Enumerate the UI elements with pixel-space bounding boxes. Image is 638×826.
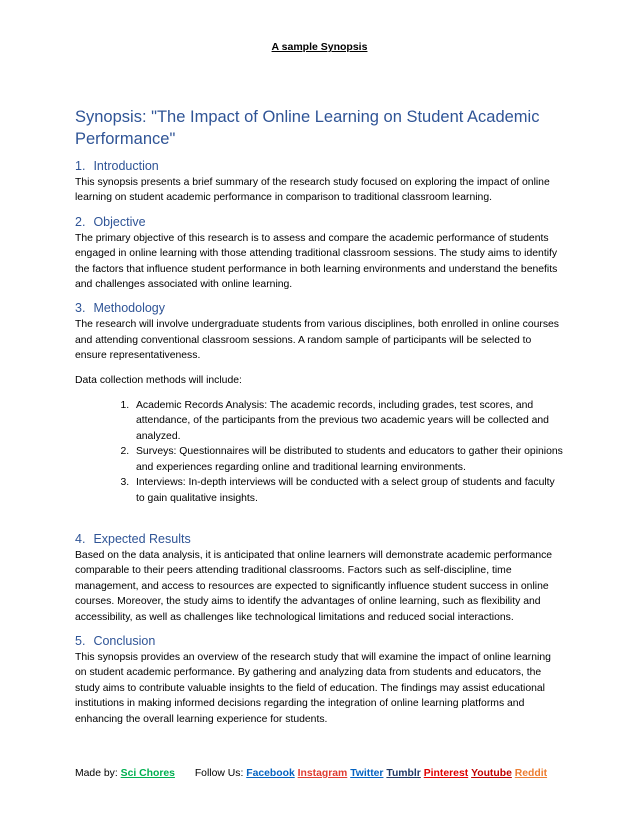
section-title: Expected Results [93, 531, 191, 546]
section-conclusion [75, 633, 564, 727]
section-paragraph: Based on the data analysis, it is anticipated that online learners will demonstrate academic performance comparable to their peers attending traditional classrooms. Factors such as self-discipline, time management, and access to resources are expected to significantly influence student success in online courses. Moreover, the study aims to identify the advantages of online learning, such as flexibility and accessibility, as well as challenges like technological limitations and reduced social interactions. [75, 549, 553, 623]
youtube-link[interactable]: Youtube [471, 768, 512, 779]
section-heading-expected-results [75, 531, 564, 548]
section-title: Objective [93, 214, 146, 229]
section-number: 4. [75, 531, 86, 546]
section-expected-results [75, 531, 564, 625]
tumblr-link[interactable]: Tumblr [386, 768, 421, 779]
section-paragraph: This synopsis provides an overview of the research study that will examine the impact of online learning on student academic performance. By gathering and analyzing data from students and educators, the study aims to contribute valuable insights to the field of education. The findings may assist educational institutions in making informed decisions regarding the integration of online learning platforms and enhancing the overall learning experience for students. [75, 651, 551, 725]
section-heading-conclusion [75, 633, 564, 650]
section-heading-objective [75, 214, 564, 231]
section-number: 3. [75, 301, 86, 316]
page-footer [75, 767, 547, 781]
section-methodology [75, 300, 564, 505]
section-paragraph: The primary objective of this research is to assess and compare the academic performance of students engaged in online learning with those attending traditional classroom sessions. The study aims to identify the factors that influence student performance in both learning environments and understand the benefits and challenges associated with online learning. [75, 232, 558, 291]
facebook-link[interactable]: Facebook [246, 768, 295, 779]
list-item: 1. Academic Records Analysis: The academic records, including grades, test scores, and attendance, of the participants from the previous two academic years will be collected and analyzed. [132, 398, 564, 444]
section-paragraph: The research will involve undergraduate students from various disciplines, both enrolled in online courses and attending conventional classroom sessions. A random sample of participants will be selected to ensure representativeness. [75, 319, 560, 362]
section-number: 1. [75, 159, 86, 173]
data-collection-list [75, 398, 564, 506]
list-item: 3. Interviews: In-depth interviews will be conducted with a select group of students and faculty to gain qualitative insights. [132, 475, 564, 506]
section-number: 5. [75, 633, 86, 648]
follow-us-label: Follow Us: [194, 768, 244, 779]
reddit-link[interactable]: Reddit [514, 768, 548, 779]
page-header: A sample Synopsis [271, 41, 368, 53]
list-item: 2. Surveys: Questionnaires will be distributed to students and educators to gather their opinions and experiences regarding online and traditional learning environments. [132, 444, 564, 475]
document-title: Synopsis: "The Impact of Online Learning on Student Academic Performance" [75, 108, 540, 148]
section-title: Introduction [93, 159, 159, 173]
brand-link[interactable]: Sci Chores [120, 768, 175, 779]
instagram-link[interactable]: Instagram [297, 768, 348, 779]
section-objective [75, 214, 564, 293]
section-paragraph: Data collection methods will include: [75, 374, 242, 386]
pinterest-link[interactable]: Pinterest [423, 768, 469, 779]
twitter-link[interactable]: Twitter [350, 768, 384, 779]
section-number: 2. [75, 214, 86, 229]
section-introduction [75, 158, 564, 206]
section-title: Conclusion [93, 633, 156, 648]
section-paragraph: This synopsis presents a brief summary of the research study focused on exploring the impact of online learning on student academic performance in comparison to traditional classroom learning. [75, 177, 550, 204]
section-heading-introduction [75, 158, 564, 175]
section-heading-methodology [75, 300, 564, 317]
made-by-label: Made by: [75, 768, 118, 779]
section-title: Methodology [93, 301, 166, 316]
